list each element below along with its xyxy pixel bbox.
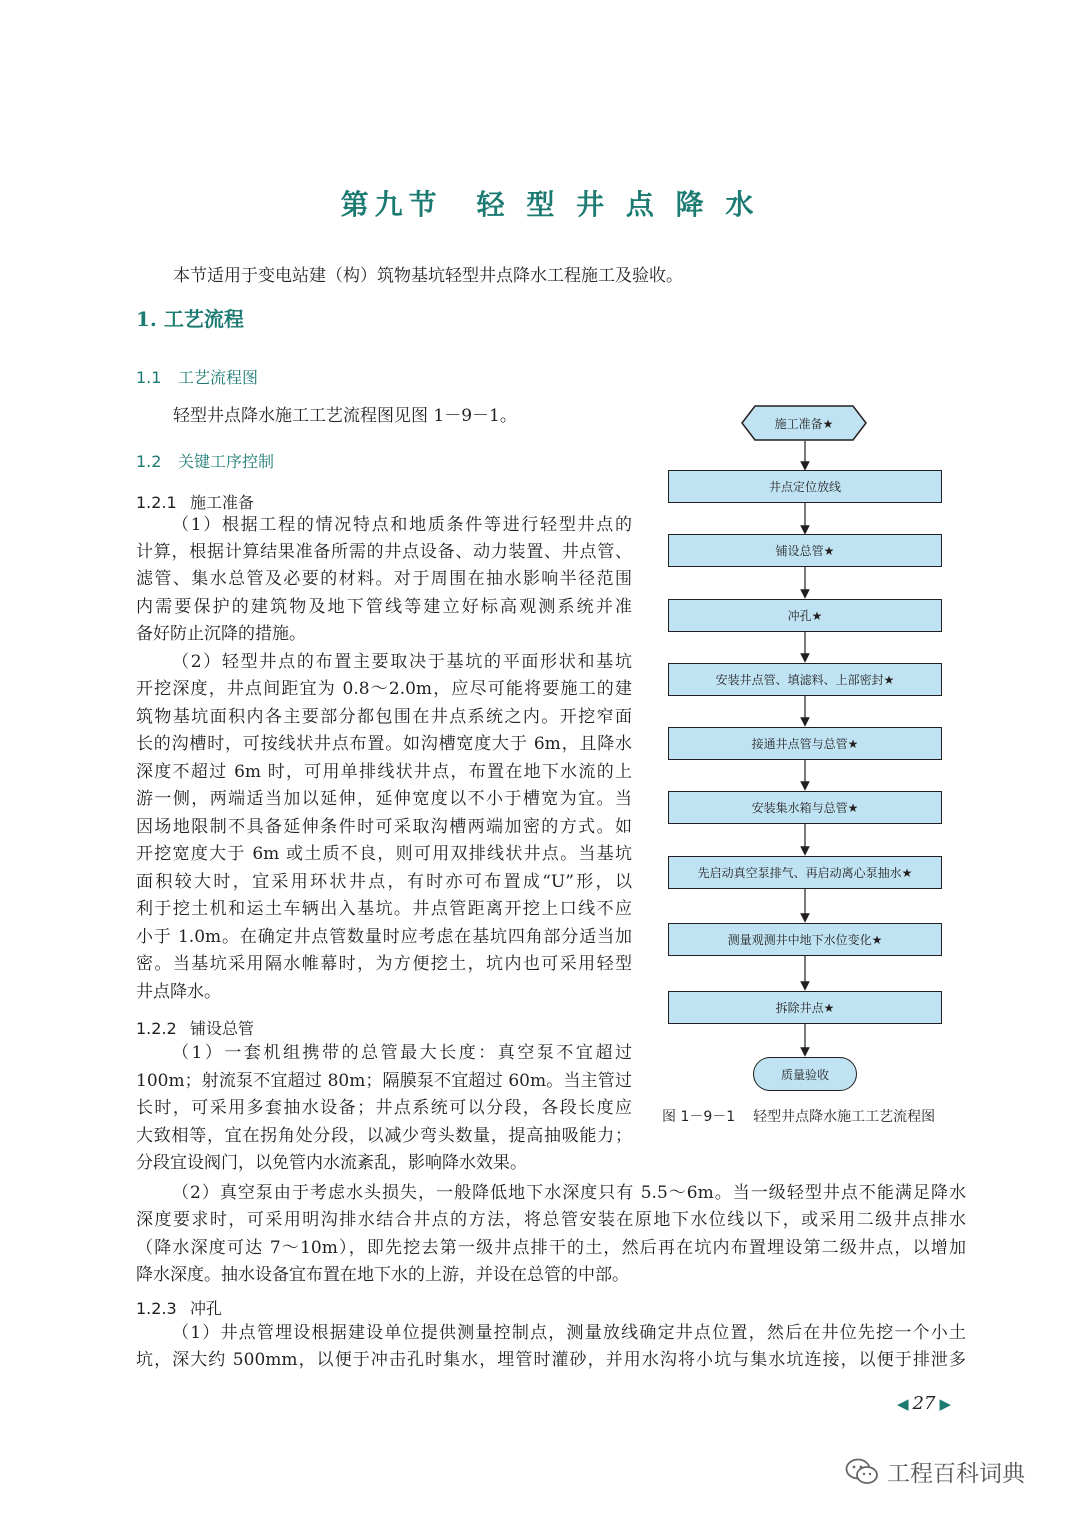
flowchart-step: 井点定位放线 — [668, 470, 942, 503]
triangle-right-icon: ▶ — [939, 1395, 951, 1413]
heading-title: 工艺流程图 — [178, 368, 259, 387]
text-line: 内需要保护的建筑物及地下管线等建立好标高观测系统并准 — [136, 597, 632, 617]
text-line: 滤管、集水总管及必要的材料。对于周围在抽水影响半径范围 — [136, 569, 632, 589]
text-line: 长的沟槽时，可按线状井点布置。如沟槽宽度大于 6m，且降水 — [136, 734, 632, 754]
flowchart-step: 铺设总管★ — [668, 534, 942, 567]
flowchart-step: 接通井点管与总管★ — [668, 727, 942, 760]
heading-number: 1.2 — [136, 452, 162, 471]
text-line: 利于挖土机和运土车辆出入基坑。井点管距离开挖上口线不应 — [136, 899, 632, 919]
text-line: 分段宜设阀门，以免管内水流紊乱，影响降水效果。 — [136, 1153, 527, 1173]
flowchart-step: 拆除井点★ — [668, 991, 942, 1024]
intro-paragraph: 本节适用于变电站建（构）筑物基坑轻型井点降水工程施工及验收。 — [173, 266, 683, 286]
heading-number: 1.2.1 — [136, 493, 177, 512]
heading-title: 冲孔 — [190, 1299, 223, 1318]
flowchart-step: 安装集水箱与总管★ — [668, 791, 942, 824]
watermark-text: 工程百科词典 — [887, 1461, 1025, 1487]
heading-number: 1.2.2 — [136, 1019, 177, 1038]
text-line: （1）井点管埋设根据建设单位提供测量控制点，测量放线确定井点位置，然后在井位先挖一个小土 — [172, 1323, 966, 1343]
figure-title: 轻型井点降水施工工艺流程图 — [753, 1109, 936, 1125]
text-line: （1）根据工程的情况特点和地质条件等进行轻型井点的 — [172, 515, 632, 535]
text-line: 大致相等，宜在拐角处分段，以减少弯头数量，提高抽吸能力； — [136, 1126, 632, 1146]
flowchart-start — [741, 405, 867, 441]
heading-title: 施工准备 — [190, 493, 255, 512]
heading-title: 关键工序控制 — [178, 452, 275, 471]
text-line: 开挖深度，井点间距宜为 0.8～2.0m，应尽可能将要施工的建 — [136, 679, 632, 699]
text-line: 小于 1.0m。在确定井点管数量时应考虑在基坑四角部分适当加 — [136, 927, 632, 947]
flowchart-step: 先启动真空泵排气、再启动离心泵抽水★ — [668, 856, 942, 889]
text-line: 深度要求时，可采用明沟排水结合井点的方法，将总管安装在原地下水位线以下，或采用二级井点排水 — [136, 1210, 966, 1230]
text-line: 密。当基坑采用隔水帷幕时，为方便挖土，坑内也可采用轻型 — [136, 954, 632, 974]
heading-title: 铺设总管 — [190, 1019, 255, 1038]
figure-number: 图 1－9－1 — [662, 1109, 736, 1125]
heading-number: 1.2.3 — [136, 1299, 177, 1318]
text-line: 游一侧，两端适当加以延伸，延伸宽度以不小于槽宽为宜。当 — [136, 789, 632, 809]
triangle-left-icon: ◀ — [897, 1395, 909, 1413]
heading-number: 1.1 — [136, 368, 162, 387]
text-line: （1）一套机组携带的总管最大长度：真空泵不宜超过 — [172, 1043, 632, 1063]
text-line: 筑物基坑面积内各主要部分都包围在井点系统之内。开挖窄面 — [136, 707, 632, 727]
text-line: （2）真空泵由于考虑水头损失，一般降低地下水深度只有 5.5～6m。当一级轻型井点不能满足降水 — [172, 1183, 966, 1203]
text-line: 计算，根据计算结果准备所需的井点设备、动力装置、井点管、 — [136, 542, 632, 562]
flowchart-start-label: 施工准备★ — [774, 416, 834, 431]
text-line: 深度不超过 6m 时，可用单排线状井点，布置在地下水流的上 — [136, 762, 632, 782]
page-number — [897, 1393, 951, 1414]
flowchart-step: 冲孔★ — [668, 599, 942, 632]
figure-caption — [662, 1106, 962, 1126]
text-line: （2）轻型井点的布置主要取决于基坑的平面形状和基坑 — [172, 652, 632, 672]
flowchart-end: 质量验收 — [753, 1057, 857, 1091]
text-line: 开挖宽度大于 6m 或土质不良，则可用双排线状井点。当基坑 — [136, 844, 632, 864]
wechat-icon — [845, 1458, 879, 1486]
text-line: 长时，可采用多套抽水设备；井点系统可以分段，各段长度应 — [136, 1098, 632, 1118]
text-line: 井点降水。 — [136, 982, 221, 1002]
flowchart-step: 安装井点管、填滤料、上部密封★ — [668, 663, 942, 696]
flowchart-reference: 轻型井点降水施工工艺流程图见图 1－9－1。 — [173, 406, 517, 426]
section-heading-1: 1. 工艺流程 — [136, 307, 244, 331]
text-line: 坑，深大约 500mm，以便于冲击孔时集水，埋管时灌砂，并用水沟将小坑与集水坑连接，以便于排泄多 — [136, 1350, 966, 1370]
chapter-title: 第九节 轻 型 井 点 降 水 — [340, 188, 760, 221]
watermark — [845, 1455, 1025, 1488]
text-line: （降水深度可达 7～10m），即先挖去第一级井点排干的土，然后再在坑内布置埋设第二级井点，以增加 — [136, 1238, 966, 1258]
text-line: 降水深度。抽水设备宜布置在地下水的上游，并设在总管的中部。 — [136, 1265, 629, 1285]
text-line: 面积较大时，宜采用环状井点，有时亦可布置成“U”形，以 — [136, 872, 632, 892]
page-number-value: 27 — [912, 1393, 936, 1414]
flowchart-step: 测量观测井中地下水位变化★ — [668, 923, 942, 956]
text-line: 100m；射流泵不宜超过 80m；隔膜泵不宜超过 60m。当主管过 — [136, 1071, 632, 1091]
text-line: 因场地限制不具备延伸条件时可采取沟槽两端加密的方式。如 — [136, 817, 632, 837]
text-line: 备好防止沉降的措施。 — [136, 624, 306, 644]
